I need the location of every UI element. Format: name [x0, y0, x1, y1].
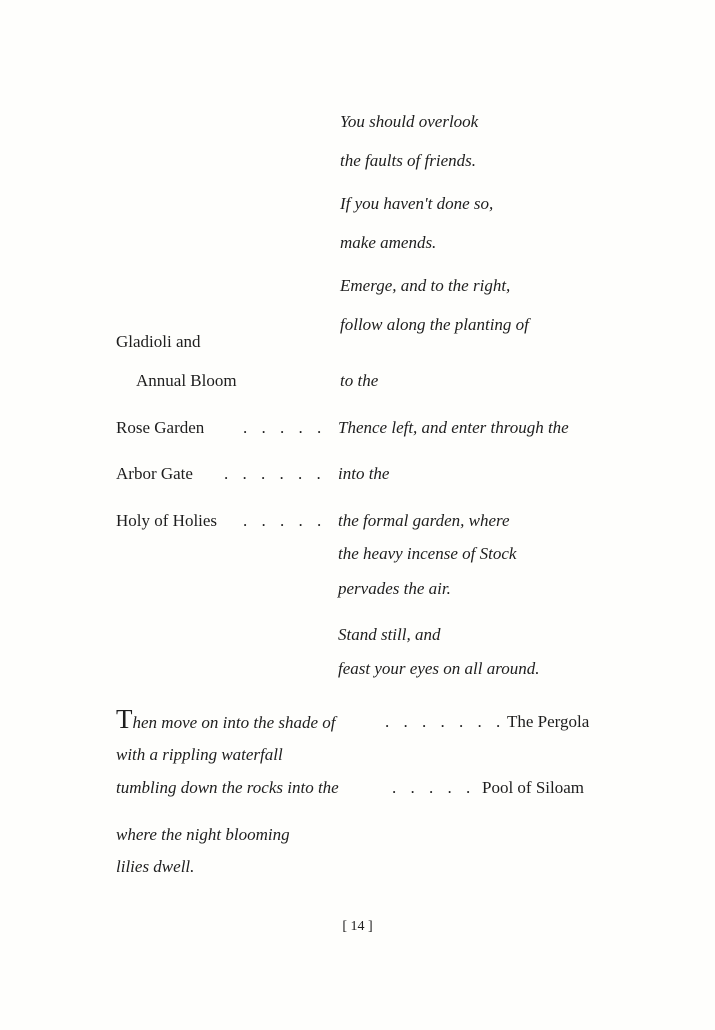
formal-garden-line-2: the heavy incense of Stock [338, 544, 517, 563]
drop-cap: T [116, 704, 133, 734]
label-annual-bloom: Annual Bloom [136, 371, 237, 390]
rippling-waterfall-line: with a rippling waterfall [116, 745, 283, 764]
leader-dots-rose-garden: . . . . . [243, 418, 327, 437]
verse-line-4: make amends. [340, 233, 437, 252]
label-gladioli: Gladioli and [116, 332, 201, 351]
then-move-line [116, 706, 336, 733]
verse-line-3: If you haven't done so, [340, 194, 494, 213]
formal-garden-line-3: pervades the air. [338, 579, 451, 598]
night-blooming-line-2: lilies dwell. [116, 857, 195, 876]
direction-thence-left: Thence left, and enter through the [338, 418, 569, 437]
label-rose-garden: Rose Garden [116, 418, 205, 437]
direction-to-the: to the [340, 371, 379, 390]
stand-still-line-1: Stand still, and [338, 625, 441, 644]
then-move-text: hen move on into the shade of [132, 713, 336, 732]
page-number: [ 14 ] [342, 919, 373, 934]
leader-dots-pergola: . . . . . . . [385, 712, 506, 731]
label-holy-of-holies: Holy of Holies [116, 511, 218, 530]
label-arbor-gate: Arbor Gate [116, 464, 193, 483]
leader-dots-holy-of-holies: . . . . . [243, 511, 327, 530]
direction-into-the: into the [338, 464, 390, 483]
formal-garden-line-1: the formal garden, where [338, 511, 510, 530]
verse-line-1: You should overlook [340, 112, 479, 131]
leader-dots-arbor-gate: . . . . . . [224, 464, 326, 483]
label-pool-of-siloam: Pool of Siloam [482, 778, 585, 797]
stand-still-line-2: feast your eyes on all around. [338, 659, 540, 678]
verse-line-5: Emerge, and to the right, [340, 276, 511, 295]
tumbling-line: tumbling down the rocks into the [116, 778, 339, 797]
leader-dots-pool: . . . . . [392, 778, 476, 797]
night-blooming-line-1: where the night blooming [116, 825, 290, 844]
verse-line-6: follow along the planting of [340, 315, 529, 334]
label-pergola: The Pergola [507, 712, 590, 731]
verse-line-2: the faults of friends. [340, 151, 476, 170]
